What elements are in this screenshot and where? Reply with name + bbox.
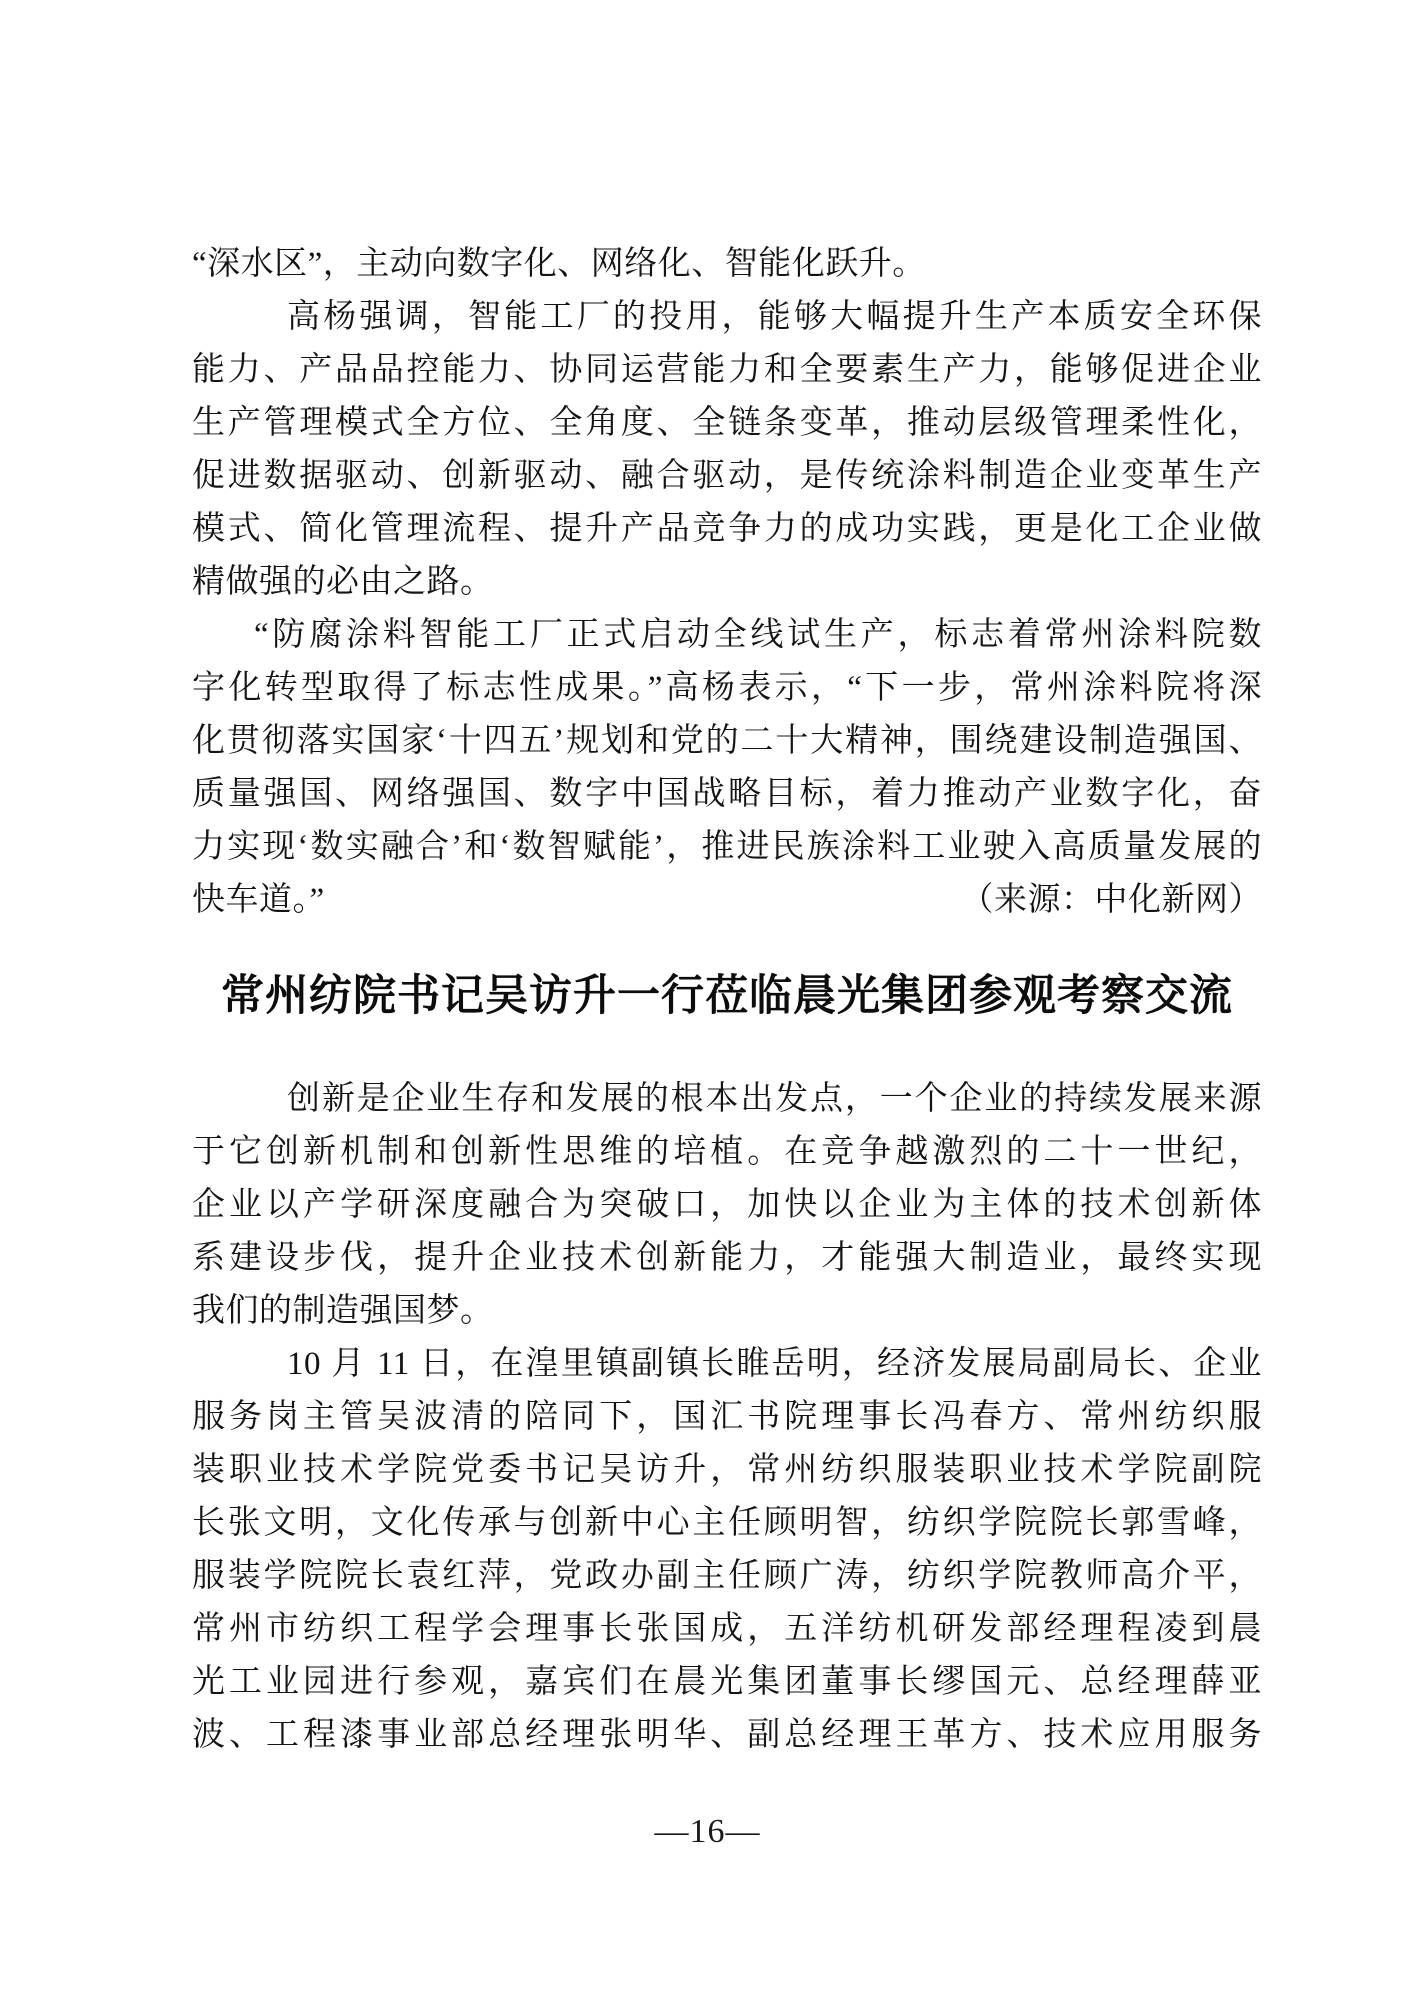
text-line: 字化转型取得了标志性成果。”高杨表示，“下一步，常州涂料院将深 — [192, 670, 1262, 706]
text-line: 光工业园进行参观，嘉宾们在晨光集团董事长缪国元、总经理薛亚 — [192, 1664, 1262, 1700]
text-line: 促进数据驱动、创新驱动、融合驱动，是传统涂料制造企业变革生产 — [192, 458, 1262, 494]
text-line: 企业以产学研深度融合为突破口，加快以企业为主体的技术创新体 — [192, 1187, 1262, 1223]
page-body — [192, 238, 1262, 1762]
text-line: “防腐涂料智能工厂正式启动全线试生产，标志着常州涂料院数 — [254, 617, 1262, 653]
text-line: 长张文明，文化传承与创新中心主任顾明智，纺织学院院长郭雪峰， — [192, 1505, 1262, 1541]
text-line: 10 月 11 日，在湟里镇副镇长睢岳明，经济发展局副局长、企业 — [287, 1346, 1262, 1382]
text-line: 服装学院院长袁红萍，党政办副主任顾广涛，纺织学院教师高介平， — [192, 1558, 1262, 1594]
text-line: 模式、简化管理流程、提升产品竞争力的成功实践，更是化工企业做 — [192, 511, 1262, 547]
quote-end: 快车道。” — [192, 882, 325, 918]
source-attribution: （来源：中化新网） — [960, 882, 1262, 918]
text-line: 创新是企业生存和发展的根本出发点，一个企业的持续发展来源 — [287, 1081, 1262, 1117]
text-line: 化贯彻落实国家‘十四五’规划和党的二十大精神，围绕建设制造强国、 — [192, 723, 1262, 759]
text-line: 装职业技术学院党委书记吴访升，常州纺织服装职业技术学院副院 — [192, 1452, 1262, 1488]
text-line: 能力、产品品控能力、协同运营能力和全要素生产力，能够促进企业 — [192, 352, 1262, 388]
text-line: “深水区”，主动向数字化、网络化、智能化跃升。 — [192, 246, 926, 282]
text-line: 系建设步伐，提升企业技术创新能力，才能强大制造业，最终实现 — [192, 1240, 1262, 1276]
text-line: 常州市纺织工程学会理事长张国成，五洋纺机研发部经理程凌到晨 — [192, 1611, 1262, 1647]
article-title: 常州纺院书记吴访升一行莅临晨光集团参观考察交流 — [221, 973, 1233, 1020]
text-line-with-source — [192, 874, 1262, 927]
text-line: 于它创新机制和创新性思维的培植。在竞争越激烈的二十一世纪， — [192, 1134, 1262, 1170]
text-line: 质量强国、网络强国、数字中国战略目标，着力推动产业数字化，奋 — [192, 776, 1262, 812]
text-line: 我们的制造强国梦。 — [192, 1293, 494, 1329]
text-line: 力实现‘数实融合’和‘数智赋能’，推进民族涂料工业驶入高质量发展的 — [192, 829, 1262, 865]
text-line: 生产管理模式全方位、全角度、全链条变革，推动层级管理柔性化， — [192, 405, 1262, 441]
text-line: 高杨强调，智能工厂的投用，能够大幅提升生产本质安全环保 — [287, 299, 1262, 335]
text-line: 精做强的必由之路。 — [192, 564, 494, 600]
text-line: 波、工程漆事业部总经理张明华、副总经理王革方、技术应用服务 — [192, 1717, 1262, 1753]
text-line: 服务岗主管吴波清的陪同下，国汇书院理事长冯春方、常州纺织服 — [192, 1399, 1262, 1435]
page-number: —16— — [654, 1813, 761, 1850]
